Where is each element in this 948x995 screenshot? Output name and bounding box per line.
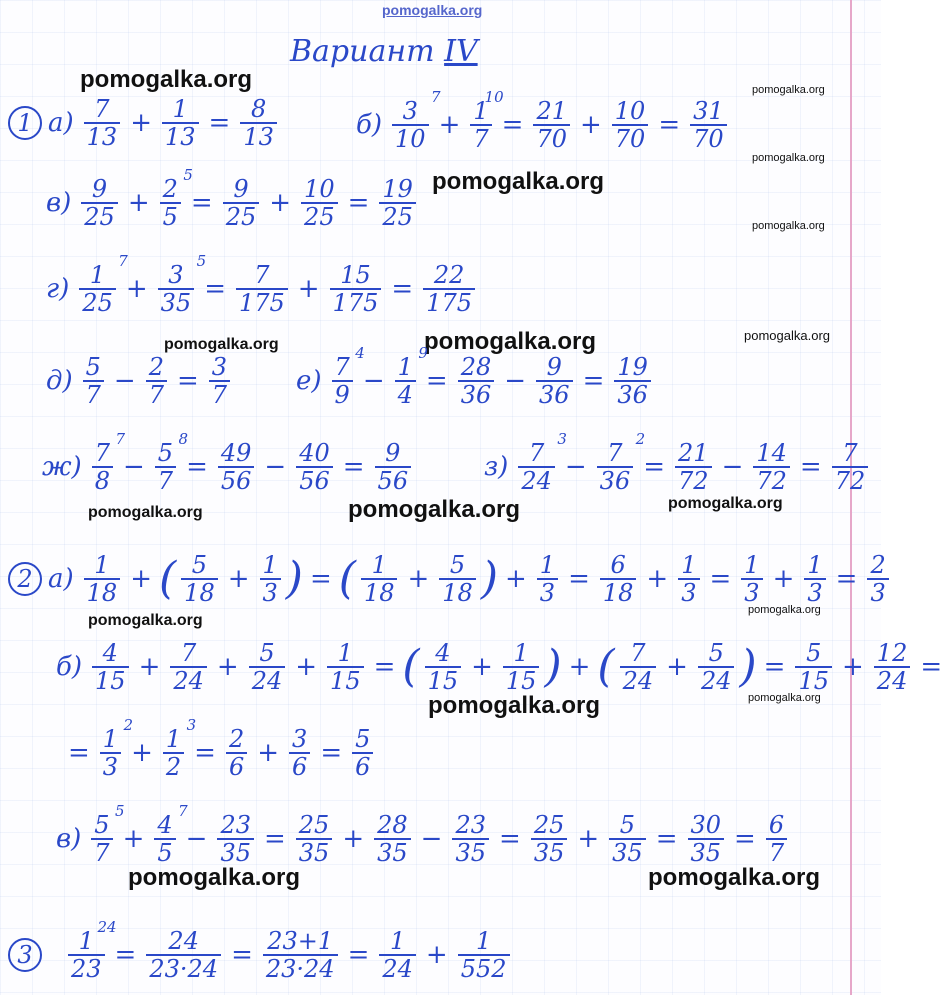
task-2b-line2: = 1 3 2 + 1 2 3 = $\frac{2}{6}$ + $\frac{3}{6}$ = $\frac{5}{6}$ — [62, 726, 377, 780]
fraction: 4 5 7 — [154, 812, 175, 866]
fraction: $\frac{3}{6}$ — [289, 726, 310, 780]
fraction: $\frac{4}{15}$ — [92, 640, 129, 694]
fraction: 3 10 7 — [392, 98, 429, 152]
fraction: $\frac{1}{552}$ — [458, 928, 510, 982]
task-number: 2 — [8, 562, 42, 596]
fraction: $\frac{1}{3}$ — [678, 552, 699, 606]
fraction: $\frac{1}{3}$ — [537, 552, 558, 606]
fraction: $\frac{7}{24}$ — [620, 640, 657, 694]
title-word: Вариант — [290, 34, 435, 69]
task-2v: в) 5 7 5 + 4 5 7 − $\frac{23}{35}$ = $\frac{25}{35}$ + $\frac{28}{35}$ − $\frac{23}{35}$ = $\frac{25}{35}$ + $\frac{5}{35}$ = $\frac{30}{35}$ = $\frac{6}{7}$ — [50, 812, 791, 866]
task-1a: 1 а) $\frac{7}{13}$ + $\frac{1}{13}$ = $\frac{8}{13}$ — [8, 96, 281, 150]
fraction: $\frac{28}{35}$ — [374, 812, 411, 866]
watermark: pomogalka.org — [348, 496, 521, 523]
fraction: 5 7 5 — [91, 812, 112, 866]
watermark: pomogalka.org — [748, 604, 821, 616]
watermark: pomogalka.org — [748, 692, 821, 704]
fraction: $\frac{9}{25}$ — [223, 176, 260, 230]
watermark: pomogalka.org — [80, 66, 253, 93]
fraction: $\frac{1}{3}$ — [741, 552, 762, 606]
fraction: 7 24 3 — [518, 440, 555, 494]
fraction: $\frac{5}{7}$ — [83, 354, 104, 408]
task-number: 1 — [8, 106, 42, 140]
fraction: 7 36 2 — [597, 440, 634, 494]
watermark: pomogalka.org — [424, 328, 597, 355]
fraction: 7 8 7 — [92, 440, 113, 494]
fraction: $\frac{23}{35}$ — [217, 812, 254, 866]
fraction: $\frac{15}{175}$ — [330, 262, 382, 316]
item-label: б) — [56, 652, 83, 682]
fraction: $\frac{9}{56}$ — [375, 440, 412, 494]
fraction: $\frac{2}{3}$ — [867, 552, 888, 606]
fraction: 7 9 4 — [332, 354, 353, 408]
fraction: $\frac{7}{24}$ — [170, 640, 207, 694]
item-label: е) — [296, 366, 322, 396]
fraction: 1 7 10 — [470, 98, 491, 152]
fraction: $\frac{1}{18}$ — [84, 552, 121, 606]
fraction: 5 7 8 — [155, 440, 176, 494]
watermark: pomogalka.org — [382, 2, 483, 18]
fraction: $\frac{2}{7}$ — [146, 354, 167, 408]
task-1zh: ж) 7 8 7 − 5 7 8 = $\frac{49}{56}$ − $\frac{40}{56}$ = $\frac{9}{56}$ — [36, 440, 415, 494]
task-number: 3 — [8, 938, 42, 972]
fraction: $\frac{9}{36}$ — [536, 354, 573, 408]
watermark: pomogalka.org — [428, 692, 601, 719]
fraction: $\frac{1}{24}$ — [379, 928, 416, 982]
task-1b: б) 3 10 7 + 1 7 10 = $\frac{21}{70}$ + $\frac{10}{70}$ = $\frac{31}{70}$ — [350, 98, 731, 152]
fraction: $\frac{5}{6}$ — [352, 726, 373, 780]
fraction: $\frac{7}{72}$ — [832, 440, 869, 494]
watermark: pomogalka.org — [164, 336, 279, 353]
task-1e: е) 7 9 4 − 1 4 9 = $\frac{28}{36}$ − $\frac{9}{36}$ = $\frac{19}{36}$ — [290, 354, 655, 408]
fraction: $\frac{5}{35}$ — [609, 812, 646, 866]
fraction: $\frac{1}{15}$ — [503, 640, 540, 694]
fraction: $\frac{1}{3}$ — [260, 552, 281, 606]
fraction: $\frac{8}{13}$ — [240, 96, 277, 150]
fraction: $\frac{25}{35}$ — [531, 812, 568, 866]
margin-line — [850, 0, 852, 995]
fraction: $\frac{21}{72}$ — [675, 440, 712, 494]
fraction: $\frac{1}{3}$ — [804, 552, 825, 606]
item-label: з) — [484, 452, 509, 482]
fraction: $\frac{4}{15}$ — [425, 640, 462, 694]
fraction: 1 23 24 — [68, 928, 105, 982]
fraction: $\frac{49}{56}$ — [218, 440, 255, 494]
item-label: б) — [356, 110, 383, 140]
fraction: 1 25 7 — [79, 262, 116, 316]
fraction: $\frac{22}{175}$ — [423, 262, 475, 316]
item-label: в) — [46, 188, 72, 218]
fraction: $\frac{1}{18}$ — [361, 552, 398, 606]
task-1d: д) $\frac{5}{7}$ − $\frac{2}{7}$ = $\frac{3}{7}$ — [40, 354, 234, 408]
fraction: $\frac{3}{7}$ — [209, 354, 230, 408]
task-1g: г) 1 25 7 + 3 35 5 = $\frac{7}{175}$ + $\frac{15}{175}$ = $\frac{22}{175}$ — [40, 262, 479, 316]
fraction: $\frac{12}{24}$ — [874, 640, 911, 694]
fraction: $\frac{5}{24}$ — [249, 640, 286, 694]
fraction: $\frac{1}{13}$ — [162, 96, 199, 150]
fraction: $\frac{5}{15}$ — [795, 640, 832, 694]
fraction: $\frac{23+1}{23\cdot 24}$ — [263, 928, 338, 982]
fraction: $\frac{7}{175}$ — [236, 262, 288, 316]
fraction: $\frac{23}{35}$ — [452, 812, 489, 866]
fraction: $\frac{31}{70}$ — [690, 98, 727, 152]
item-label: г) — [46, 274, 70, 304]
fraction: $\frac{10}{70}$ — [612, 98, 649, 152]
fraction: $\frac{10}{25}$ — [301, 176, 338, 230]
watermark: pomogalka.org — [648, 864, 821, 891]
watermark: pomogalka.org — [432, 168, 605, 195]
fraction: $\frac{5}{18}$ — [439, 552, 476, 606]
item-label: ж) — [42, 452, 82, 482]
watermark: pomogalka.org — [752, 220, 825, 232]
fraction: $\frac{2}{6}$ — [226, 726, 247, 780]
task-2a: 2 а) $\frac{1}{18}$ + ( $\frac{5}{18}$ + $\frac{1}{3}$ ) = ( $\frac{1}{18}$ + $\frac{5}{18}$ ) + $\frac{1}{3}$ = $\frac{6}{18}$ + $\frac{1}{3}$ = $\frac{1}{3}$ + $\frac{1}{3}$ = $\frac{2}{3}$ — [8, 552, 893, 606]
fraction: $\frac{5}{24}$ — [698, 640, 735, 694]
fraction: $\frac{28}{36}$ — [458, 354, 495, 408]
fraction: 3 35 5 — [158, 262, 195, 316]
item-label: в) — [56, 824, 82, 854]
watermark: pomogalka.org — [668, 495, 783, 512]
watermark: pomogalka.org — [88, 612, 203, 629]
fraction: $\frac{9}{25}$ — [81, 176, 118, 230]
fraction: 1 3 2 — [100, 726, 121, 780]
fraction: $\frac{40}{56}$ — [296, 440, 333, 494]
fraction: $\frac{6}{7}$ — [766, 812, 787, 866]
fraction: $\frac{6}{18}$ — [600, 552, 637, 606]
fraction: $\frac{30}{35}$ — [688, 812, 725, 866]
watermark: pomogalka.org — [128, 864, 301, 891]
fraction: 2 5 5 — [160, 176, 181, 230]
watermark: pomogalka.org — [88, 504, 203, 521]
fraction: $\frac{25}{35}$ — [296, 812, 333, 866]
item-label: д) — [46, 366, 73, 396]
fraction: $\frac{1}{15}$ — [327, 640, 364, 694]
task-2b-line1: б) $\frac{4}{15}$ + $\frac{7}{24}$ + $\frac{5}{24}$ + $\frac{1}{15}$ = ( $\frac{4}{15}$ + $\frac{1}{15}$ ) + ( $\frac{7}{24}$ + $\frac{5}{24}$ ) = $\frac{5}{15}$ + $\frac{12}{24}$ = — [56, 639, 943, 695]
watermark: pomogalka.org — [752, 152, 825, 164]
fraction: $\frac{7}{13}$ — [84, 96, 121, 150]
item-label: а) — [48, 564, 74, 594]
fraction: 1 4 9 — [395, 354, 416, 408]
fraction: $\frac{19}{36}$ — [614, 354, 651, 408]
watermark: pomogalka.org — [744, 328, 830, 343]
title-roman: IV — [444, 34, 478, 69]
fraction: $\frac{21}{70}$ — [533, 98, 570, 152]
item-label: а) — [48, 108, 74, 138]
task-1v: в) $\frac{9}{25}$ + 2 5 5 = $\frac{9}{25}$ + $\frac{10}{25}$ = $\frac{19}{25}$ — [40, 176, 420, 230]
task-1z: з) 7 24 3 − 7 36 2 = $\frac{21}{72}$ − $\frac{14}{72}$ = $\frac{7}{72}$ — [478, 440, 872, 494]
fraction: $\frac{14}{72}$ — [753, 440, 790, 494]
fraction: 1 2 3 — [163, 726, 184, 780]
fraction: $\frac{24}{23\cdot 24}$ — [146, 928, 221, 982]
task-3: 3 1 23 24 = $\frac{24}{23\cdot 24}$ = $\frac{23+1}{23\cdot 24}$ = $\frac{1}{24}$ + $\frac{1}{552}$ — [8, 928, 514, 982]
fraction: $\frac{5}{18}$ — [181, 552, 218, 606]
watermark: pomogalka.org — [752, 84, 825, 96]
page-title — [290, 34, 478, 69]
fraction: $\frac{19}{25}$ — [379, 176, 416, 230]
